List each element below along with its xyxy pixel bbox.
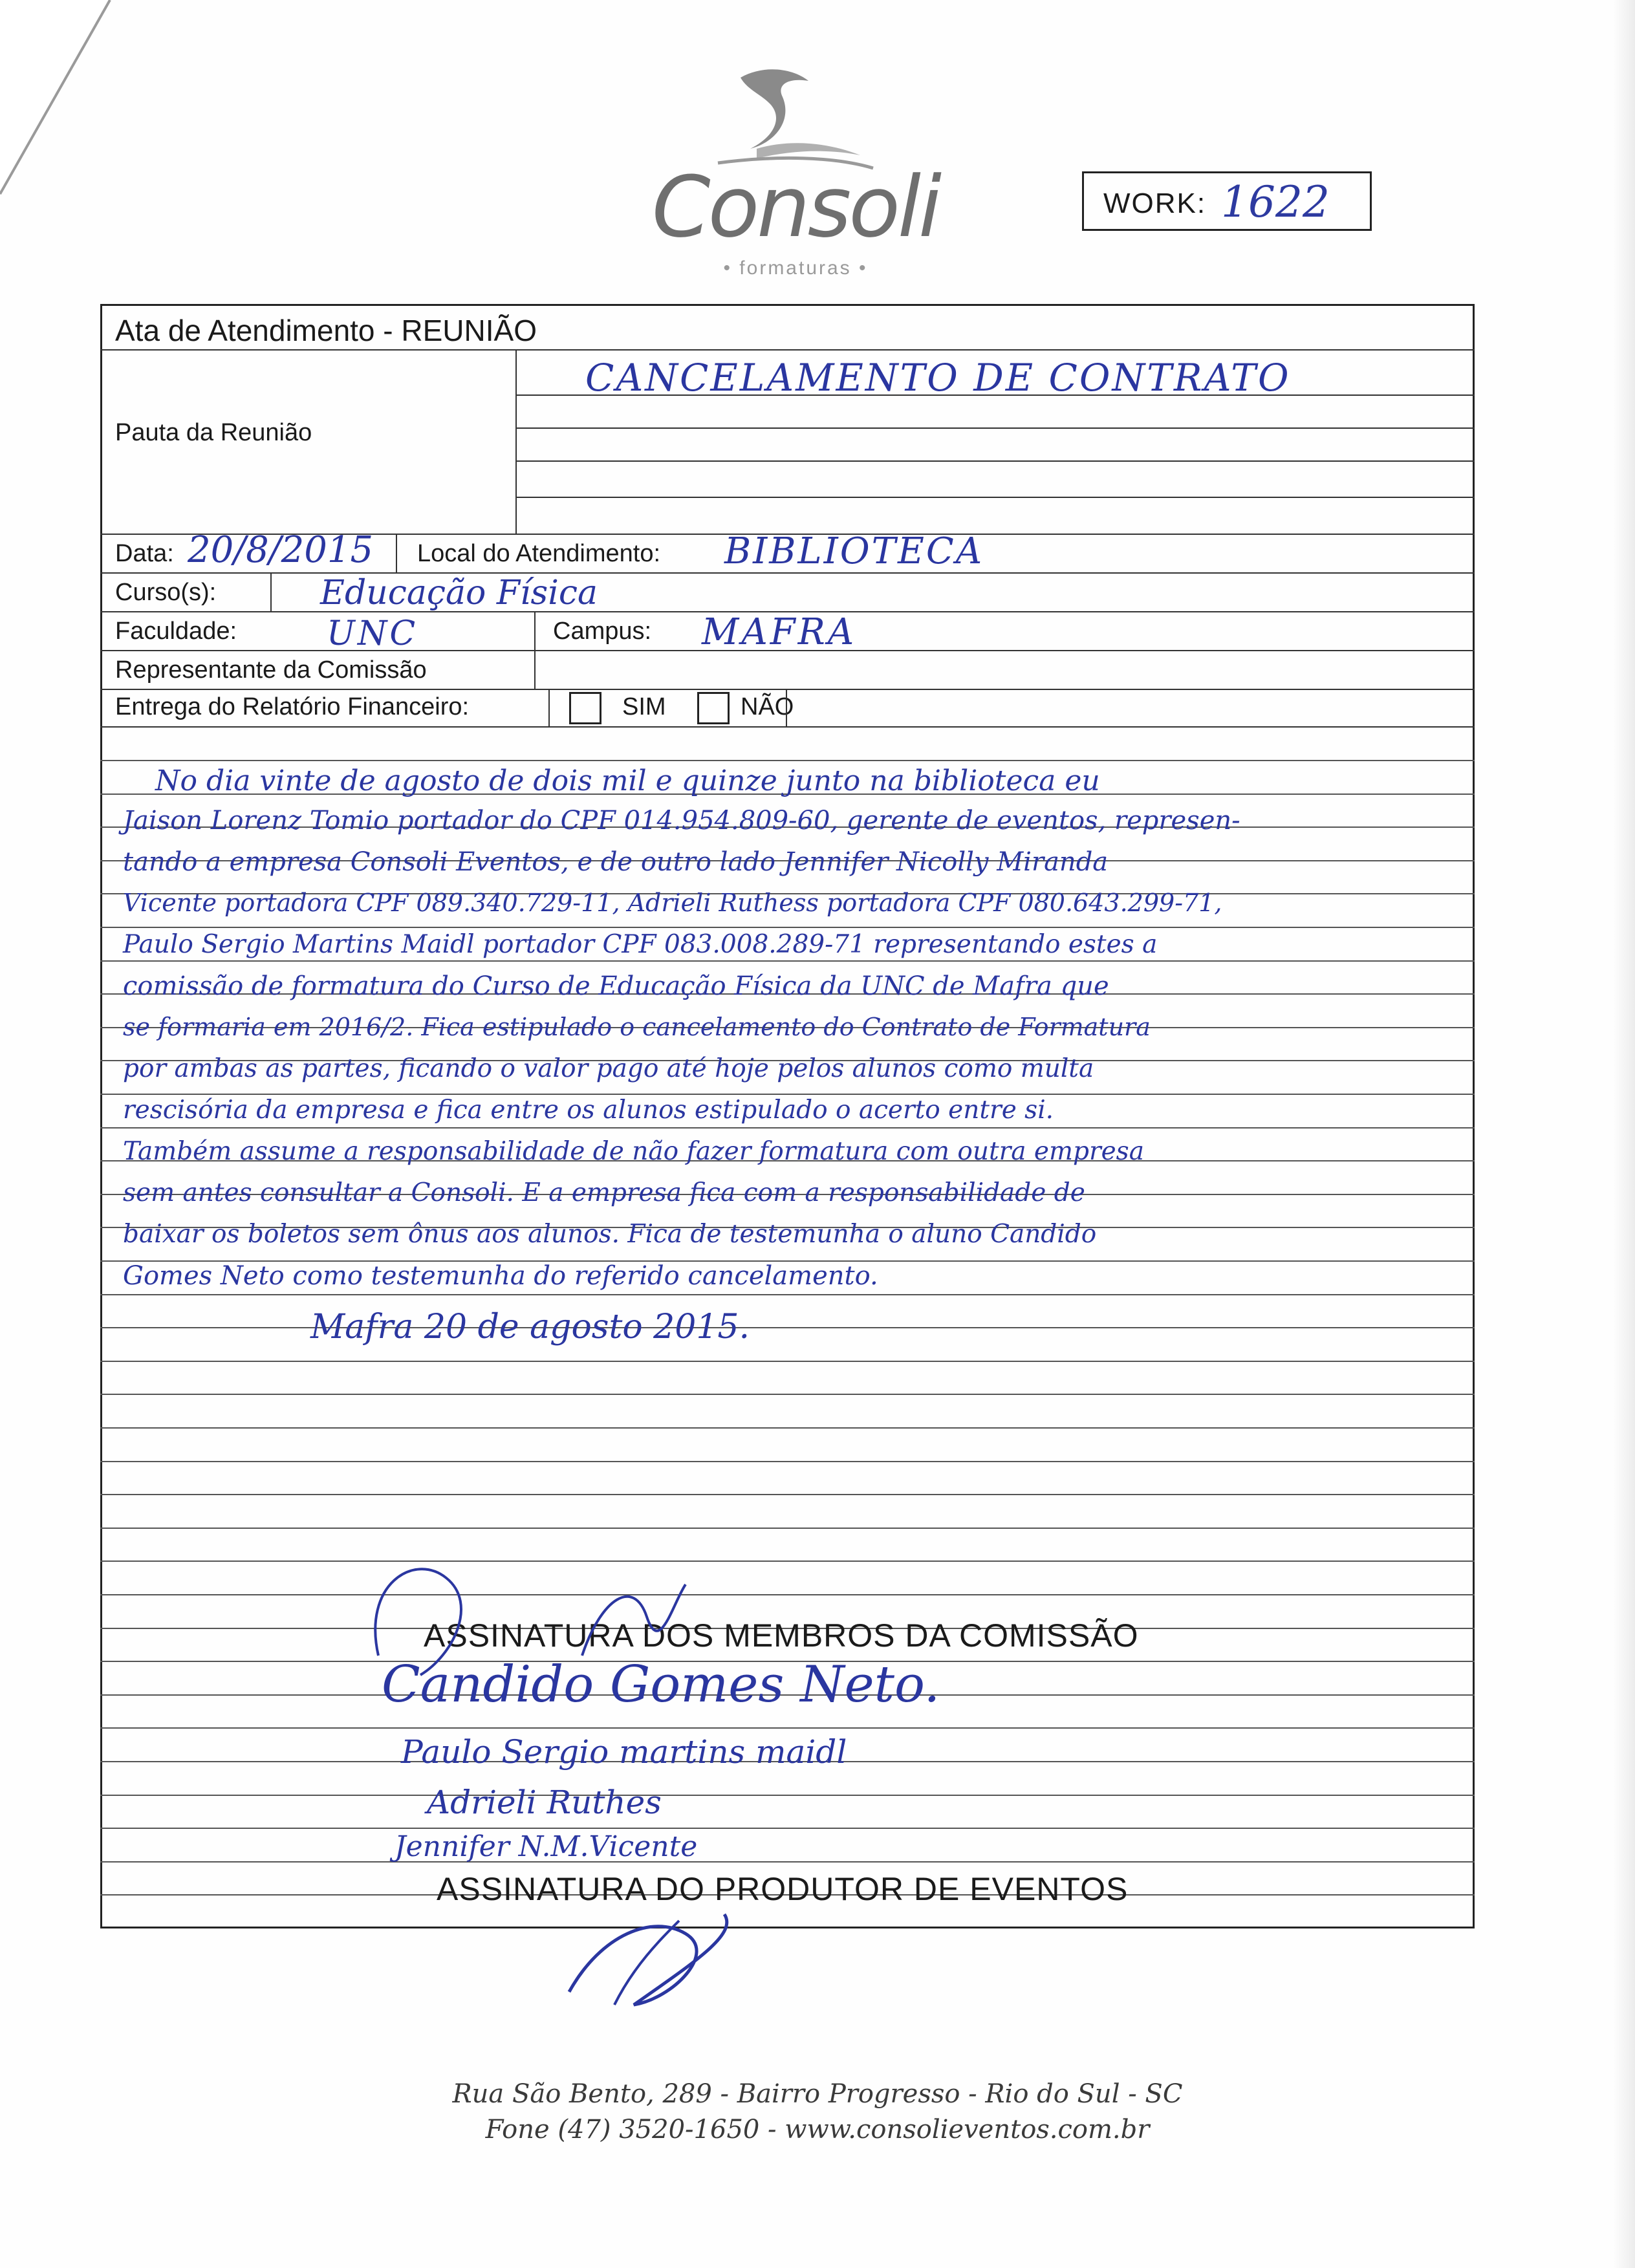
work-label: WORK: bbox=[1103, 188, 1207, 219]
form-title: Ata de Atendimento - REUNIÃO bbox=[115, 314, 537, 347]
campus-value: MAFRA bbox=[702, 611, 857, 653]
minutes-line: Gomes Neto como testemunha do referido cancelamento. bbox=[123, 1261, 878, 1291]
producer-signature-heading: ASSINATURA DO PRODUTOR DE EVENTOS bbox=[437, 1871, 1129, 1907]
faculty-label: Faculdade: bbox=[115, 618, 237, 645]
minutes-line: rescisória da empresa e fica entre os alunos estipulado o acerto entre si. bbox=[123, 1096, 1054, 1125]
course-label: Curso(s): bbox=[115, 579, 217, 606]
minutes-line: baixar os boletos sem ônus aos alunos. Fica de testemunha o aluno Candido bbox=[123, 1220, 1097, 1249]
minutes-line: Paulo Sergio Martins Maidl portador CPF 083.008.289-71 representando estes a bbox=[123, 930, 1158, 959]
committee-signature-heading: ASSINATURA DOS MEMBROS DA COMISSÃO bbox=[424, 1617, 1139, 1654]
minutes-line: por ambas as partes, ficando o valor pago até hoje pelos alunos como multa bbox=[123, 1054, 1094, 1083]
closing-place-date: Mafra 20 de agosto 2015. bbox=[310, 1308, 750, 1346]
brand-tagline: • formaturas • bbox=[723, 257, 868, 279]
committee-rep-label: Representante da Comissão bbox=[115, 656, 427, 684]
committee-signature: Adrieli Ruthes bbox=[427, 1784, 662, 1821]
minutes-line: sem antes consultar a Consoli. E a empresa fica com a responsabilidade de bbox=[123, 1178, 1085, 1207]
brand-name: Consoli bbox=[651, 158, 940, 256]
financial-report-label: Entrega do Relatório Financeiro: bbox=[115, 693, 470, 720]
yes-option-label: SIM bbox=[622, 693, 666, 720]
committee-signature: Candido Gomes Neto. bbox=[382, 1656, 940, 1714]
work-number: 1622 bbox=[1221, 177, 1330, 227]
committee-signature: Jennifer N.M.Vicente bbox=[395, 1830, 698, 1863]
minutes-line: No dia vinte de agosto de dois mil e quinze junto na biblioteca eu bbox=[155, 764, 1100, 797]
committee-signature: Paulo Sergio martins maidl bbox=[401, 1733, 847, 1771]
agenda-label: Pauta da Reunião bbox=[115, 419, 312, 446]
campus-label: Campus: bbox=[553, 618, 652, 645]
minutes-line: Jaison Lorenz Tomio portador do CPF 014.954.809-60, gerente de eventos, represen- bbox=[123, 806, 1240, 836]
location-value: BIBLIOTECA bbox=[724, 530, 984, 572]
date-value: 20/8/2015 bbox=[188, 529, 374, 571]
course-value: Educação Física bbox=[320, 574, 598, 612]
location-label: Local do Atendimento: bbox=[417, 540, 661, 567]
faculty-value: UNC bbox=[327, 614, 418, 653]
footer-address: Rua São Bento, 289 - Bairro Progresso - Rio do Sul - SC bbox=[452, 2079, 1183, 2109]
minutes-line: comissão de formatura do Curso de Educação Física da UNC de Mafra que bbox=[123, 971, 1109, 1001]
footer-contact: Fone (47) 3520-1650 - www.consolieventos.com.br bbox=[485, 2115, 1150, 2144]
minutes-line: tando a empresa Consoli Eventos, e de outro lado Jennifer Nicolly Miranda bbox=[123, 847, 1109, 877]
date-label: Data: bbox=[115, 540, 174, 567]
minutes-line: se formaria em 2016/2. Fica estipulado o cancelamento do Contrato de Formatura bbox=[123, 1013, 1151, 1041]
minutes-line: Vicente portadora CPF 089.340.729-11, Adrieli Ruthess portadora CPF 080.643.299-71, bbox=[123, 889, 1222, 917]
no-option-label: NÃO bbox=[741, 693, 794, 720]
agenda-value: CANCELAMENTO DE CONTRATO bbox=[585, 356, 1291, 400]
minutes-line: Também assume a responsabilidade de não fazer formatura com outra empresa bbox=[123, 1137, 1144, 1166]
